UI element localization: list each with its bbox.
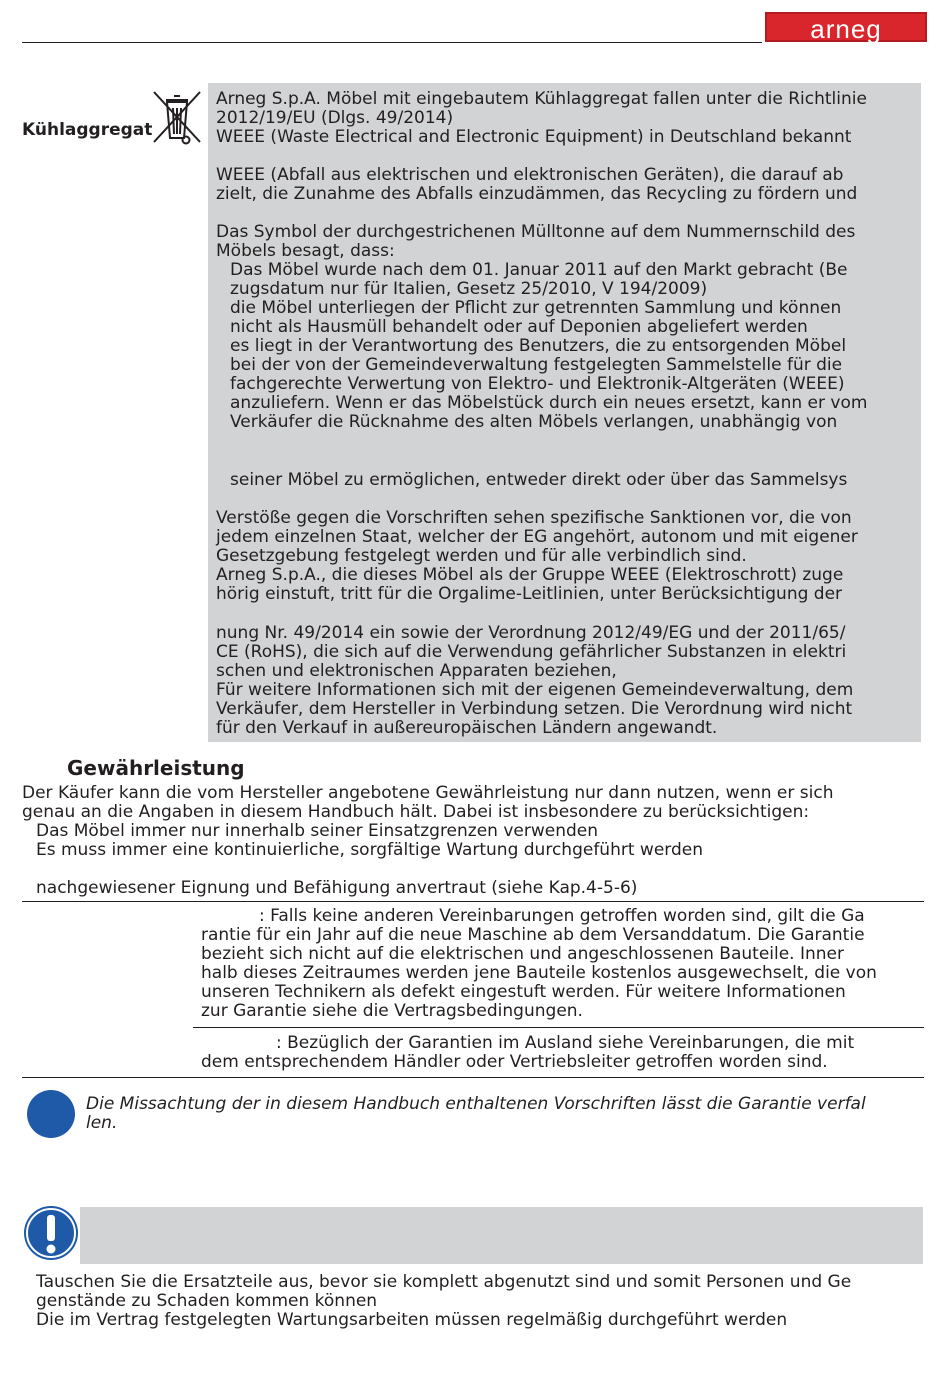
weee-line: Verkäufer, dem Hersteller in Verbindung setzen. Die Verordnung wird nicht [216, 699, 853, 719]
info-circle-icon [27, 1090, 75, 1138]
weee-line: Arneg S.p.A. Möbel mit eingebautem Kühlaggregat fallen unter die Richtlinie [216, 89, 867, 109]
weee-line: hörig einstuft, tritt für die Orgalime-Leitlinien, unter Berücksichtigung der [216, 584, 843, 604]
weee-line: zugsdatum nur für Italien, Gesetz 25/2010, V 194/2009) [230, 279, 708, 299]
weee-line: Verkäufer die Rücknahme des alten Möbels verlangen, unabhängig von [230, 412, 838, 432]
weee-line: nung Nr. 49/2014 ein sowie der Verordnung 2012/49/EG und der 2011/65/ [216, 623, 846, 643]
weee-line: zielt, die Zunahme des Abfalls einzudämmen, das Recycling zu fördern und [216, 184, 858, 204]
warranty-term-line: rantie für ein Jahr auf die neue Maschine ab dem Versanddatum. Die Garantie [201, 925, 865, 945]
section-label-kuehlaggregat: Kühlaggregat [22, 120, 153, 140]
warranty-note-line: Die Missachtung der in diesem Handbuch enthaltenen Vorschriften lässt die Garantie verfal [86, 1094, 866, 1114]
weee-line: jedem einzelnen Staat, welcher der EG angehört, autonom und mit eigener [216, 527, 858, 547]
mandatory-notice-bar [80, 1207, 923, 1264]
weee-line: 2012/19/EU (Dlgs. 49/2014) [216, 108, 454, 128]
mandatory-line: Tauschen Sie die Ersatzteile aus, bevor sie komplett abgenutzt sind und somit Personen und Ge [36, 1272, 852, 1292]
warranty-intro-line: genau an die Angaben in diesem Handbuch hält. Dabei ist insbesondere zu berücksichtigen: [22, 802, 810, 822]
warranty-bullet: nachgewiesener Eignung und Befähigung anvertraut (siehe Kap.4-5-6) [36, 878, 638, 898]
arneg-logo: arneg [765, 12, 927, 42]
weee-line: nicht als Hausmüll behandelt oder auf Deponien abgeliefert werden [230, 317, 808, 337]
warranty-term-line: zur Garantie siehe die Vertragsbedingungen. [201, 1001, 583, 1021]
weee-line: anzuliefern. Wenn er das Möbelstück durch ein neues ersetzt, kann er vom [230, 393, 868, 413]
warranty-table-rule [22, 1077, 924, 1078]
weee-line: WEEE (Abfall aus elektrischen und elektronischen Geräten), die darauf ab [216, 165, 844, 185]
warranty-abroad-line: dem entsprechendem Händler oder Vertriebsleiter getroffen worden sind. [201, 1052, 828, 1072]
weee-line: Das Symbol der durchgestrichenen Mülltonne auf dem Nummernschild des [216, 222, 856, 242]
warranty-term-line: : Falls keine anderen Vereinbarungen getroffen worden sind, gilt die Ga [259, 906, 865, 926]
mandatory-line: genstände zu Schaden kommen können [36, 1291, 378, 1311]
warranty-table-rule [193, 1027, 924, 1028]
weee-line: Verstöße gegen die Vorschriften sehen spezifische Sanktionen vor, die von [216, 508, 852, 528]
weee-line: Arneg S.p.A., die dieses Möbel als der Gruppe WEEE (Elektroschrott) zuge [216, 565, 844, 585]
crossed-out-bin-icon [150, 88, 204, 148]
weee-line: für den Verkauf in außereuropäischen Ländern angewandt. [216, 718, 718, 738]
weee-line: CE (RoHS), die sich auf die Verwendung gefährlicher Substanzen in elektri [216, 642, 847, 662]
warranty-bullet: Das Möbel immer nur innerhalb seiner Einsatzgrenzen verwenden [36, 821, 599, 841]
header-rule [22, 42, 762, 43]
weee-line: bei der von der Gemeindeverwaltung festgelegten Sammelstelle für die [230, 355, 843, 375]
weee-line: die Möbel unterliegen der Pflicht zur getrennten Sammlung und können [230, 298, 842, 318]
mandatory-exclamation-icon [23, 1205, 79, 1261]
warranty-note-line: len. [86, 1113, 118, 1133]
warranty-term-line: halb dieses Zeitraumes werden jene Bauteile kostenlos ausgewechselt, die von [201, 963, 877, 983]
warranty-intro-line: Der Käufer kann die vom Hersteller angebotene Gewährleistung nur dann nutzen, wenn er sich [22, 783, 834, 803]
weee-line: Für weitere Informationen sich mit der eigenen Gemeindeverwaltung, dem [216, 680, 854, 700]
weee-line: schen und elektronischen Apparaten beziehen, [216, 661, 617, 681]
warranty-table-rule [22, 901, 924, 902]
warranty-term-line: unseren Technikern als defekt eingestuft werden. Für weitere Informationen [201, 982, 846, 1002]
warranty-abroad-line: : Bezüglich der Garantien im Ausland siehe Vereinbarungen, die mit [276, 1033, 855, 1053]
weee-line: Gesetzgebung festgelegt werden und für alle verbindlich sind. [216, 546, 747, 566]
section-heading-warranty: Gewährleistung [67, 756, 245, 780]
warranty-bullet: Es muss immer eine kontinuierliche, sorgfältige Wartung durchgeführt werden [36, 840, 703, 860]
weee-line: seiner Möbel zu ermöglichen, entweder direkt oder über das Sammelsys [230, 470, 848, 490]
weee-line: WEEE (Waste Electrical and Electronic Equipment) in Deutschland bekannt [216, 127, 852, 147]
weee-line: fachgerechte Verwertung von Elektro- und Elektronik-Altgeräten (WEEE) [230, 374, 845, 394]
weee-line: Das Möbel wurde nach dem 01. Januar 2011 auf den Markt gebracht (Be [230, 260, 848, 280]
weee-line: es liegt in der Verantwortung des Benutzers, die zu entsorgenden Möbel [230, 336, 847, 356]
mandatory-line: Die im Vertrag festgelegten Wartungsarbeiten müssen regelmäßig durchgeführt werden [36, 1310, 788, 1330]
weee-line: Möbels besagt, dass: [216, 241, 395, 261]
warranty-term-line: bezieht sich nicht auf die elektrischen und angeschlossenen Bauteile. Inner [201, 944, 845, 964]
